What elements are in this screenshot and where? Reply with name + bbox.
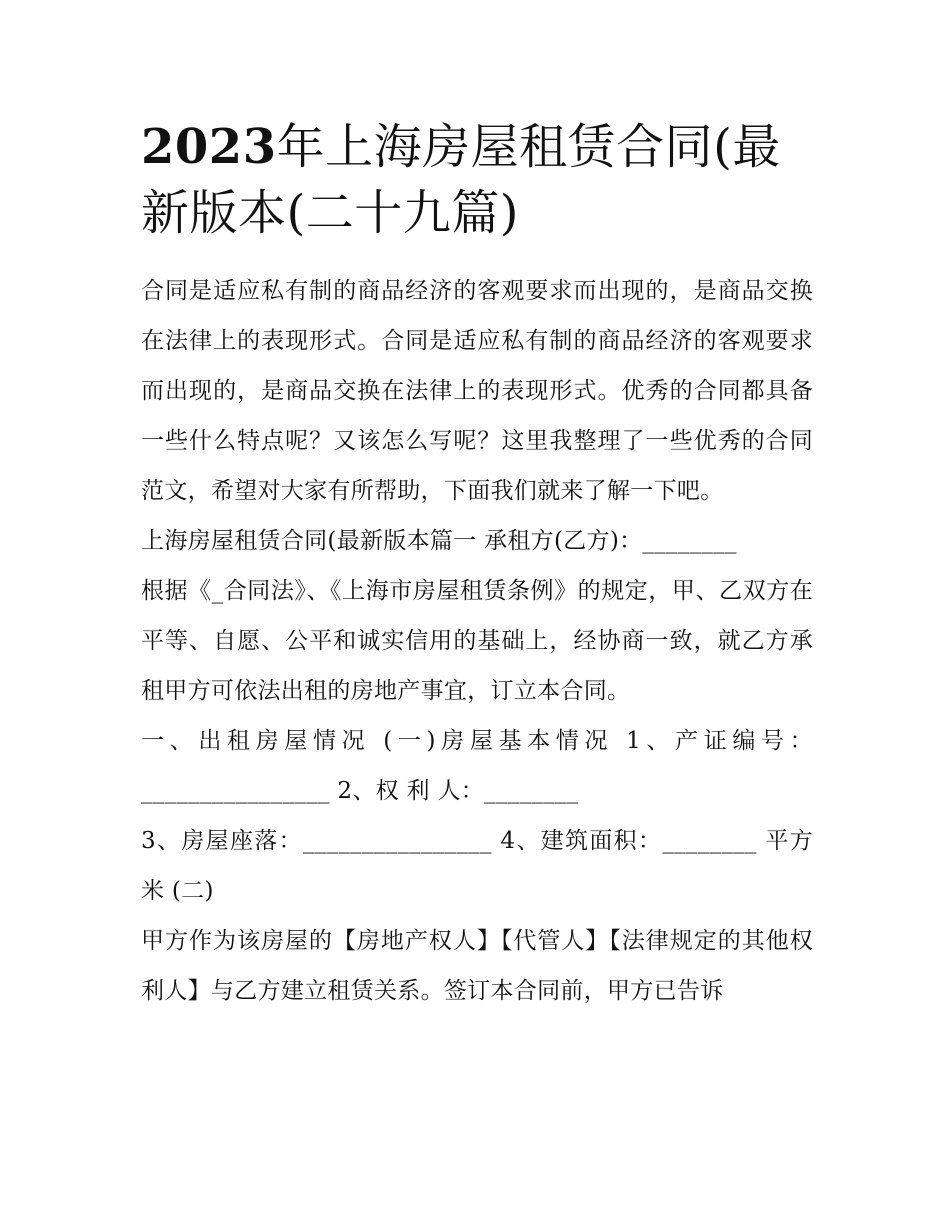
title-text: 年上海房屋租赁合同(最新版本(二十九篇) [141, 119, 781, 241]
legal-basis-paragraph: 根据《_合同法》、《上海市房屋租赁条例》的规定，甲、乙双方在平等、自愿、公平和诚实信用的基础上，经协商一致，就乙方承租甲方可依法出租的房地产事宜，订立本合同。 [141, 578, 813, 704]
property-location-paragraph: 3、房屋座落：________________ 4、建筑面积：________ 平方米 (二) [141, 828, 813, 904]
document-page [141, 114, 813, 1016]
intro-paragraph: 合同是适应私有制的商品经济的客观要求而出现的，是商品交换在法律上的表现形式。合同是适应私有制的商品经济的客观要求而出现的，是商品交换在法律上的表现形式。优秀的合同都具备一些什么特点呢？又该怎么写呢？这里我整理了一些优秀的合同范文，希望对大家有所帮助，下面我们就来了解一下吧。 [141, 278, 813, 504]
property-info-paragraph: 一、出租房屋情况 (一)房屋基本情况 1、产证编号：________________ 2、权 利 人：________ [141, 728, 813, 804]
document-body [141, 266, 813, 1016]
section-heading-paragraph: 上海房屋租赁合同(最新版本篇一 承租方(乙方)：________ [141, 528, 737, 554]
document-title [141, 114, 813, 246]
landlord-role-paragraph: 甲方作为该房屋的【房地产权人】【代管人】【法律规定的其他权利人】与乙方建立租赁关系。签订本合同前，甲方已告诉 [141, 928, 813, 1004]
title-year: 2023 [141, 119, 277, 175]
